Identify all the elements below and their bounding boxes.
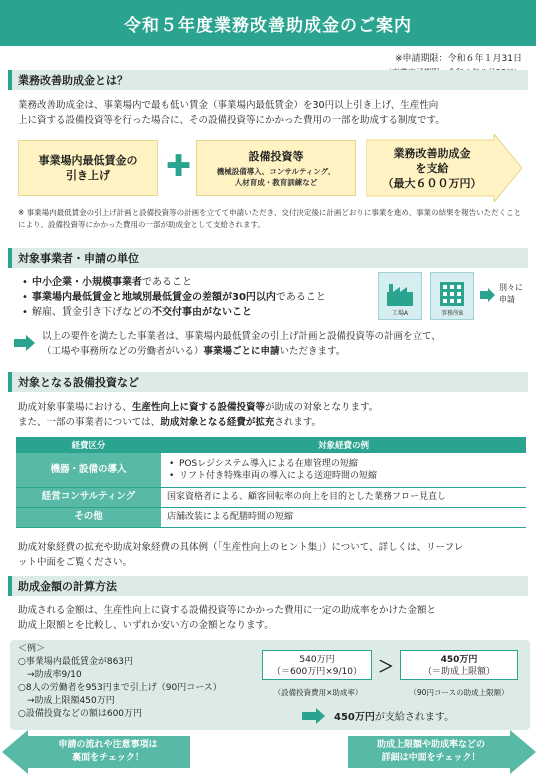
investment-text: 助成対象事業場における、生産性向上に資する設備投資等が助成の対象となります。 また、一部の事業者については、助成対象となる経費が拡充されます。 <box>18 402 379 428</box>
office-icon: 事務所B <box>430 272 474 320</box>
requirement-text: 以上の要件を満たした事業者は、事業場内最低賃金の引上げ計画と設備投資等の計画を立て、 （工場や事務所などの労働者がいる）事業場ごとに申請いただきます。 <box>42 331 441 357</box>
example-list: ＜例＞ ○事業場内最低賃金が863円 →助成率9/10 ○8人の労働者を953円まで引上げ（90円コース） →助成上限額450万円 ○設備投資などの額は600万円 <box>18 644 222 719</box>
investment-box: 設備投資等 機械設備導入、コンサルティング、 人材育成・教育訓練など <box>196 140 356 196</box>
calc-right-box: 450万円 （＝助成上限額） <box>400 650 518 680</box>
table-row: 経営コンサルティング 国家資格者による、顧客回転率の向上を目的とした業務フロー見直し <box>16 487 526 507</box>
grant-box: 業務改善助成金 を支給 （最大６００万円） <box>382 146 482 190</box>
section-title-what: 業務改善助成金とは？ <box>8 70 528 90</box>
list-item: • 解雇、賃金引き下げなどの不交付事由がないこと <box>22 305 362 320</box>
back-page-link[interactable]: 申請の流れや注意事項は 裏面をチェック！ <box>58 740 158 763</box>
plus-icon: ✚ <box>166 149 192 184</box>
result-text: 450万円が支給されます。 <box>334 712 455 723</box>
list-item: • 事業場内最低賃金と地域別最低賃金の差額が30円以内であること <box>22 290 362 305</box>
arrow-right-icon <box>14 335 36 351</box>
expense-table <box>16 437 526 528</box>
list-item: • 中小企業・小規模事業者であること <box>22 275 362 290</box>
table-header: 対象経費の例 <box>161 437 526 453</box>
office-building-icon <box>437 280 467 308</box>
section-title-investment: 対象となる設備投資など <box>8 372 528 392</box>
section-title-eligible: 対象事業者・申請の単位 <box>8 248 528 268</box>
arrow-right-icon <box>302 708 326 724</box>
page-title: 令和５年度業務改善助成金のご案内 <box>0 0 536 46</box>
table-row: 機器・設備の導入 • POSレジシステム導入による在庫管理の短縮 • リフト付き特殊車両の導入による送迎時間の短縮 <box>16 453 526 487</box>
calc-text: 助成される金額は、生産性向上に資する設備投資等にかかった費用に一定の助成率をかけた金額と 助成上限額とを比較し、いずれか安い方の金額となります。 <box>18 605 437 631</box>
factory-icon: 工場A <box>378 272 422 320</box>
arrow-right-icon <box>480 288 496 302</box>
separate-apply-label: 別々に 申請 <box>499 283 523 304</box>
calc-left-box: 540万円 （＝600万円×9/10） <box>262 650 372 680</box>
inner-page-link[interactable]: 助成上限額や助成率などの 詳細は中面をチェック！ <box>376 740 485 763</box>
apply-deadline: ※申請期限：令和６年１月31日 <box>395 54 522 64</box>
note-text: ※ 事業場内最低賃金の引上げ計画と設備投資等の計画を立てて申請いただき、交付決定後に計画どおりに事業を進め、事業の結果を報告いただくことにより、設備投資等にかかった費用の一部が助成金として支給されます。 <box>18 208 522 229</box>
factory-building-icon <box>385 282 415 308</box>
wage-raise-box: 事業場内最低賃金の 引き上げ <box>18 140 158 196</box>
table-row: その他 店舗改装による配膳時間の短縮 <box>16 507 526 527</box>
section-title-calc: 助成金額の計算方法 <box>8 576 528 596</box>
table-header: 経費区分 <box>16 437 161 453</box>
intro-text: 業務改善助成金は、事業場内で最も低い賃金（事業場内最低賃金）を30円以上引き上げ、生産性向 上に資する設備投資等を行った場合に、その設備投資等にかかった費用の一部を助成する制度です。 <box>18 100 445 126</box>
right-caption: （90円コースの助成上限額） <box>409 688 509 697</box>
table-note: 助成対象経費の拡充や助成対象経費の具体例（「生産性向上のヒント集」）について、詳しくは、リーフレ ット中面をご覧ください。 <box>18 542 464 568</box>
left-caption: （設備投資費用×助成率） <box>273 688 363 697</box>
eligibility-list <box>22 275 362 320</box>
greater-than-sign: ＞ <box>378 657 395 676</box>
